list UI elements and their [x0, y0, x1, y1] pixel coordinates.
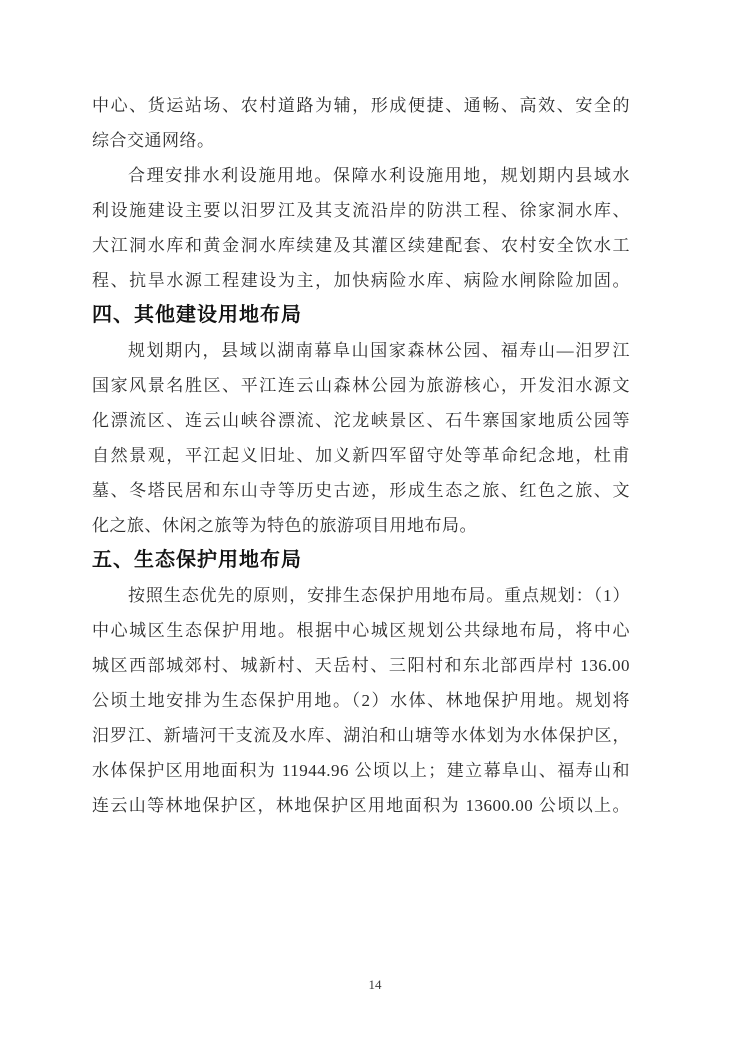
text-line: 连云山等林地保护区，林地保护区用地面积为 13600.00 公顷以上。 — [92, 796, 630, 815]
heading-section-5-ecological-protection-land: 五、生态保护用地布局 — [92, 549, 302, 571]
text-line: 综合交通网络。 — [92, 131, 215, 150]
text-line: 汨罗江、新墙河干支流及水库、湖泊和山塘等水体划为水体保护区， — [92, 726, 630, 745]
text-line: 中心城区生态保护用地。根据中心城区规划公共绿地布局，将中心 — [92, 621, 630, 640]
text-line: 按照生态优先的原则，安排生态保护用地布局。重点规划：（1） — [128, 586, 630, 605]
text-line: 程、抗旱水源工程建设为主，加快病险水库、病险水闸除险加固。 — [92, 271, 630, 290]
text-line: 自然景观，平江起义旧址、加义新四军留守处等革命纪念地，杜甫 — [92, 446, 630, 465]
text-line: 化漂流区、连云山峡谷漂流、沱龙峡景区、石牛寨国家地质公园等 — [92, 411, 630, 430]
text-line: 大江洞水库和黄金洞水库续建及其灌区续建配套、农村安全饮水工 — [92, 236, 630, 255]
heading-section-4-other-construction-land: 四、其他建设用地布局 — [92, 304, 302, 326]
text-line: 利设施建设主要以汨罗江及其支流沿岸的防洪工程、徐家洞水库、 — [92, 201, 630, 220]
text-line: 规划期内，县域以湖南幕阜山国家森林公园、福寿山—汨罗江 — [128, 341, 630, 360]
document-body — [92, 88, 630, 823]
text-line: 城区西部城郊村、城新村、天岳村、三阳村和东北部西岸村 136.00 — [92, 656, 630, 675]
text-line: 水体保护区用地面积为 11944.96 公顷以上；建立幕阜山、福寿山和 — [92, 761, 630, 780]
text-line: 墓、冬塔民居和东山寺等历史古迹，形成生态之旅、红色之旅、文 — [92, 481, 630, 500]
text-line: 中心、货运站场、农村道路为辅，形成便捷、通畅、高效、安全的 — [92, 96, 630, 115]
text-line: 化之旅、休闲之旅等为特色的旅游项目用地布局。 — [92, 516, 477, 535]
page-number: 14 — [368, 977, 382, 992]
text-line: 公顷土地安排为生态保护用地。（2）水体、林地保护用地。规划将 — [92, 691, 630, 710]
text-line: 国家风景名胜区、平江连云山森林公园为旅游核心，开发汨水源文 — [92, 376, 630, 395]
text-line: 合理安排水利设施用地。保障水利设施用地，规划期内县域水 — [128, 166, 630, 185]
